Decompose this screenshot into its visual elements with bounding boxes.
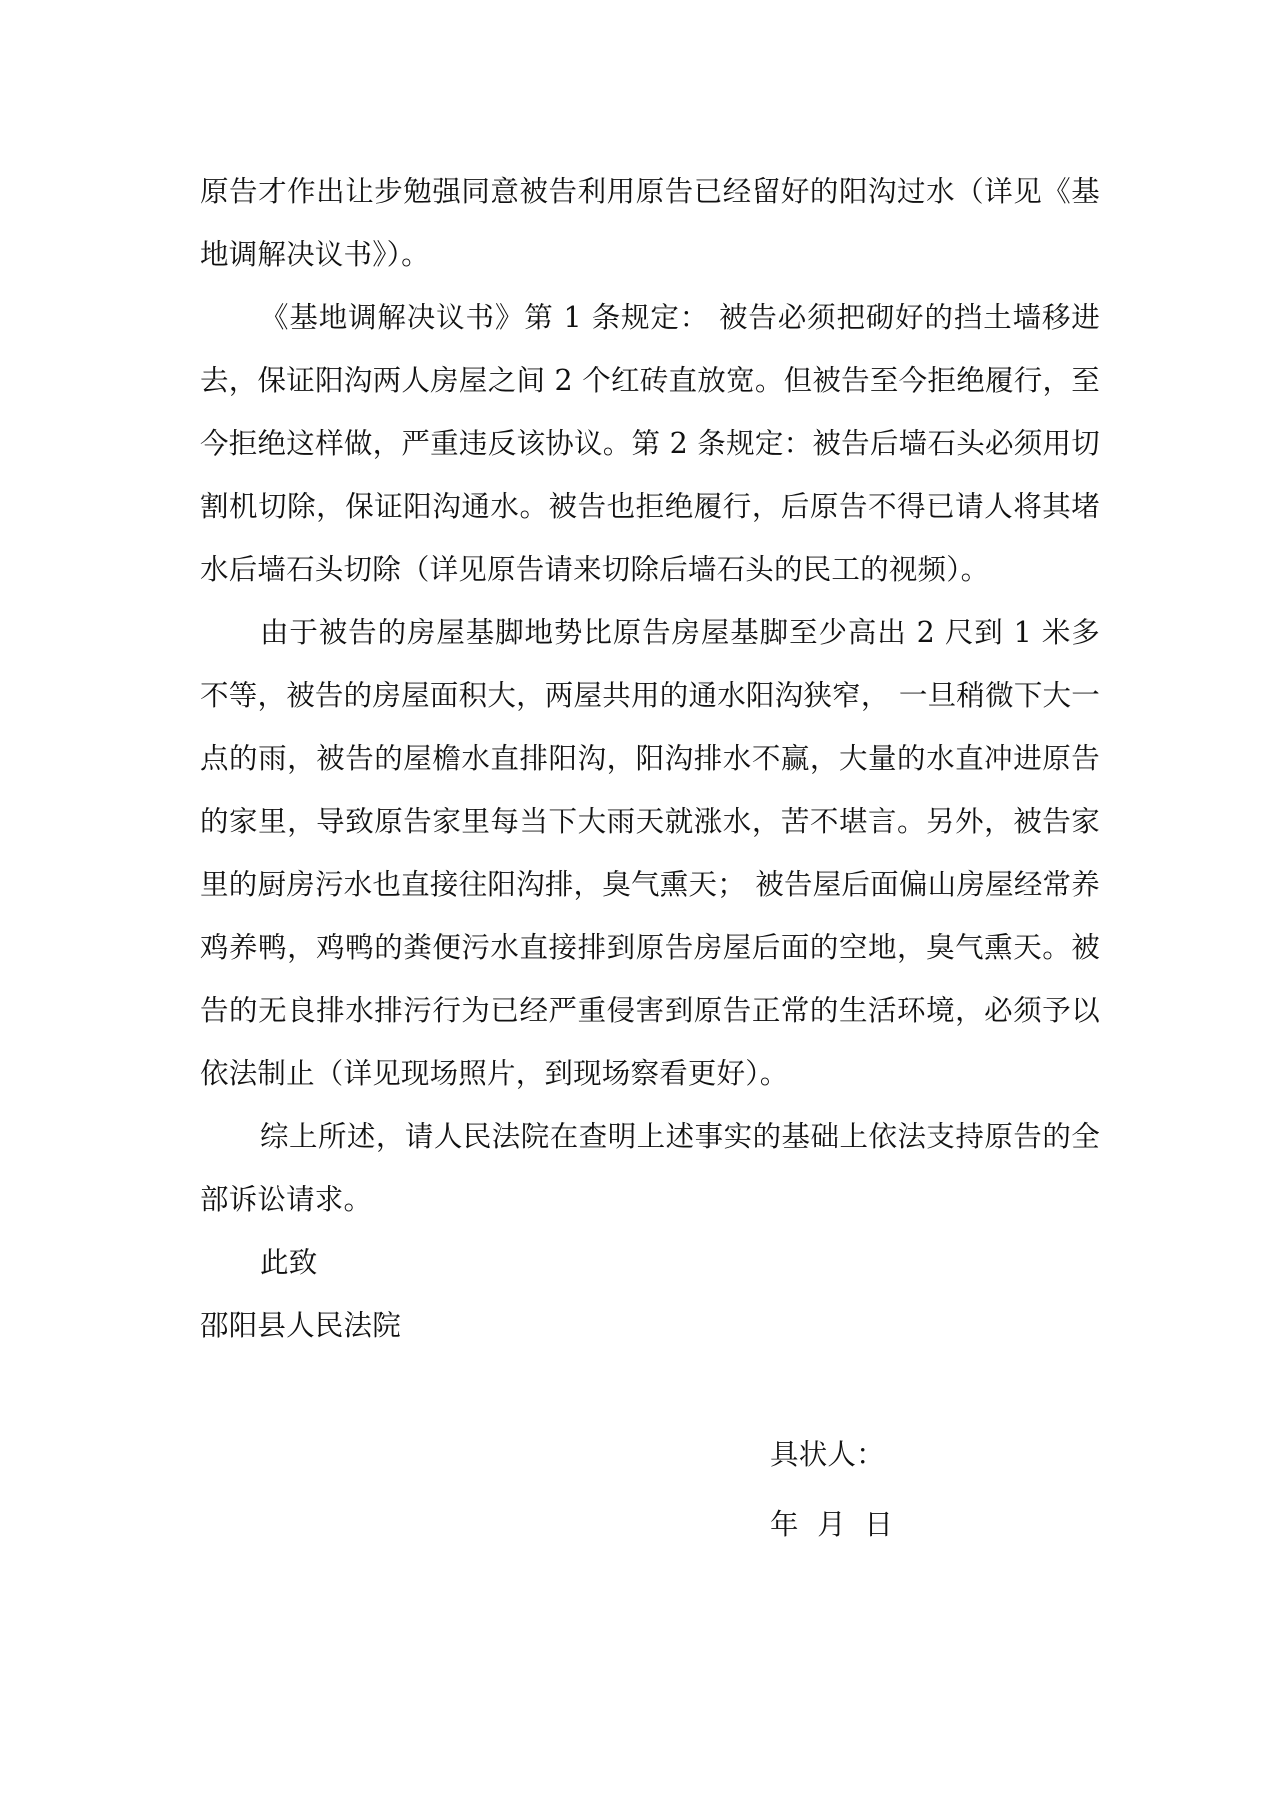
paragraph-drainage-facts: 由于被告的房屋基脚地势比原告房屋基脚至少高出 2 尺到 1 米多不等，被告的房屋面积大，两屋共用的通水阳沟狭窄， 一旦稍微下大一点的雨，被告的屋檐水直排阳沟，阳沟排水不赢，大量的水直冲进原告的家里，导致原告家里每当下大雨天就涨水，苦不堪言。另外，被告家里的厨房污水也直接往阳沟排，臭气熏天； 被告屋后面偏山房屋经常养鸡养鸭，鸡鸭的粪便污水直接排到原告房屋后面的空地，臭气熏天。被告的无良排水排污行为已经严重侵害到原告正常的生活环境，必须予以依法制止（详见现场照片，到现场察看更好）。 <box>200 616 1100 1090</box>
paragraph-continuation: 原告才作出让步勉强同意被告利用原告已经留好的阳沟过水（详见《基地调解决议书》）。 <box>200 175 1100 271</box>
paragraph-agreement-terms: 《基地调解决议书》第 1 条规定： 被告必须把砌好的挡土墙移进去，保证阳沟两人房屋之间 2 个红砖直放宽。但被告至今拒绝履行，至今拒绝这样做，严重违反该协议。第 2 条规定：被告后墙石头必须用切割机切除，保证阳沟通水。被告也拒绝履行，后原告不得已请人将其堵水后墙石头切除（详见原告请来切除后墙石头的民工的视频）。 <box>200 301 1100 586</box>
paragraph-conclusion: 综上所述，请人民法院在查明上述事实的基础上依法支持原告的全部诉讼请求。 <box>200 1120 1100 1216</box>
date-line: 年 月 日 <box>770 1508 894 1541</box>
plaintiff-signature-label: 具状人： <box>770 1438 885 1471</box>
court-recipient: 邵阳县人民法院 <box>200 1309 401 1342</box>
closing-salutation: 此致 <box>260 1246 318 1279</box>
document-body <box>200 160 1100 1357</box>
